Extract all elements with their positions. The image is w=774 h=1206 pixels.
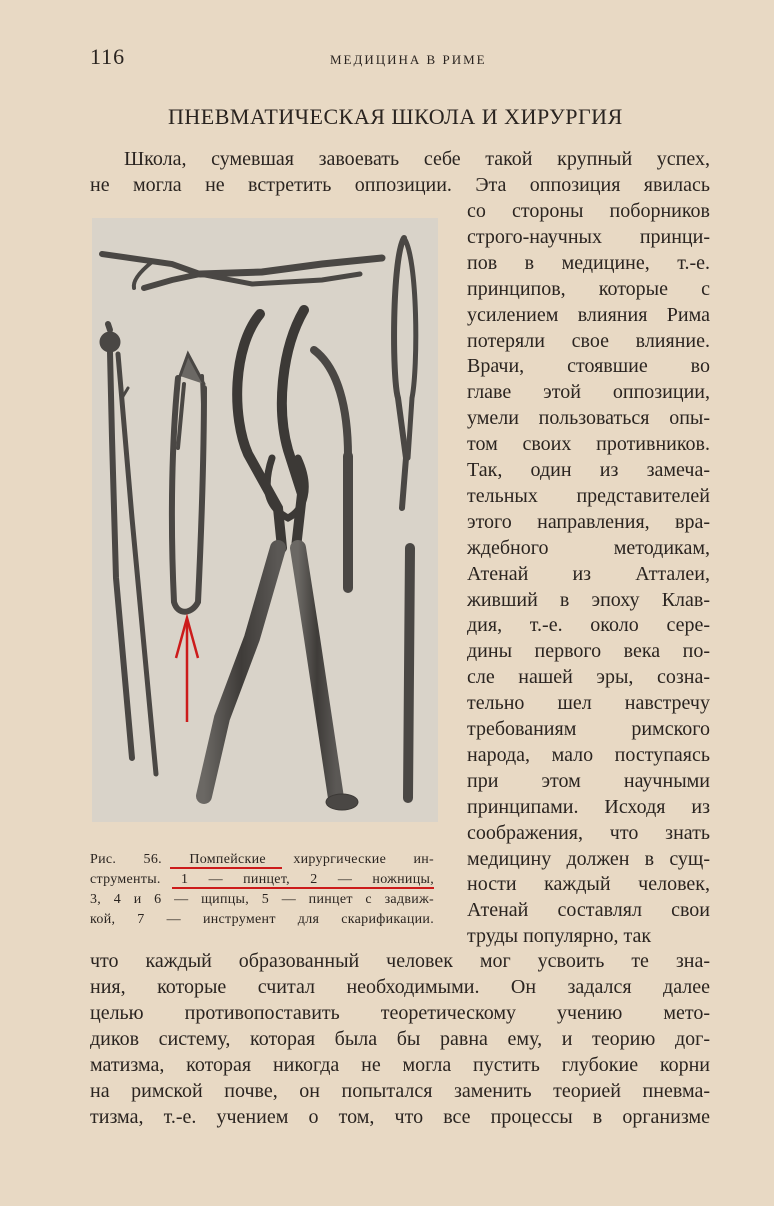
body-line: целью противопоставить теоретическому учению мето- [90, 1002, 710, 1024]
column-line: этого направления, вра- [467, 510, 710, 533]
intro-line: не могла не встретить оппозиции. Эта оппозиция явилась [90, 174, 710, 196]
column-line: принципов, которые с [467, 277, 710, 300]
body-line: диков систему, которая была бы равна ему, и теорию дог- [90, 1028, 710, 1050]
column-line: главе этой оппозиции, [467, 381, 710, 404]
column-line: труды популярно, так [467, 925, 652, 948]
figure-caption-line: струменты. 1 — пинцет, 2 — ножницы, [90, 872, 434, 887]
column-line: тельно шел навстречу [467, 692, 710, 715]
body-line: тизма, т.-е. учением о том, что все процессы в организме [90, 1106, 710, 1128]
surgical-instruments-photo [92, 218, 438, 822]
column-line: пов в медицине, т.-е. [467, 251, 710, 274]
column-line: умели пользоваться опы- [467, 407, 710, 430]
red-arrow-annotation [174, 612, 200, 724]
column-line: требованиям римского [467, 718, 710, 740]
column-line: тельных представителей [467, 484, 710, 507]
body-line: ния, которые считал необходимыми. Он задался далее [90, 976, 710, 998]
intro-line: Школа, сумевшая завоевать себе такой крупный успех, [124, 148, 710, 170]
column-line: при этом научными [467, 769, 710, 792]
column-line: соображения, что знать [467, 821, 710, 844]
figure-caption-line: кой, 7 — инструмент для скарификации. [90, 912, 434, 927]
running-head: МЕДИЦИНА В РИМЕ [330, 52, 487, 67]
column-line: дия, т.-е. около сере- [467, 614, 710, 637]
column-line: Атенай составлял свои [467, 899, 710, 922]
column-line: том своих противников. [467, 433, 710, 456]
column-line: Так, один из замеча- [467, 459, 710, 481]
body-line: что каждый образованный человек мог усвоить те зна- [90, 950, 710, 972]
column-line: потеряли свое влияние. [467, 329, 710, 352]
body-line: матизма, которая никогда не могла пустить глубокие корни [90, 1054, 710, 1076]
section-title: ПНЕВМАТИЧЕСКАЯ ШКОЛА И ХИРУРГИЯ [168, 104, 623, 129]
column-line: строго-научных принци- [467, 225, 710, 248]
red-underline-annotation [170, 867, 282, 869]
red-underline-annotation [172, 887, 434, 889]
column-line: медицину должен в сущ- [467, 847, 710, 870]
straight-rod-instrument [408, 548, 412, 798]
column-line: ждебного методикам, [467, 536, 710, 559]
column-line: Врачи, стоявшие во [467, 355, 710, 378]
figure-caption-line: Рис. 56. Помпейские хирургические ин- [90, 852, 434, 867]
body-line: на римской почве, он попытался заменить теорией пневма- [90, 1080, 710, 1102]
column-line: усилением влияния Рима [467, 303, 710, 326]
column-line: принципами. Исходя из [467, 795, 710, 818]
column-line: со стороны поборников [467, 200, 710, 222]
column-line: живший в эпоху Клав- [467, 588, 710, 611]
figure-caption-line: 3, 4 и 6 — щипцы, 5 — пинцет с задвиж- [90, 892, 434, 907]
column-line: дины первого века по- [467, 640, 710, 663]
column-line: народа, мало поступаясь [467, 743, 710, 766]
page-number: 116 [90, 44, 126, 69]
column-line: Атенай из Атталеи, [467, 562, 710, 585]
column-line: сле нашей эры, созна- [467, 666, 710, 689]
column-line: ности каждый человек, [467, 873, 710, 896]
